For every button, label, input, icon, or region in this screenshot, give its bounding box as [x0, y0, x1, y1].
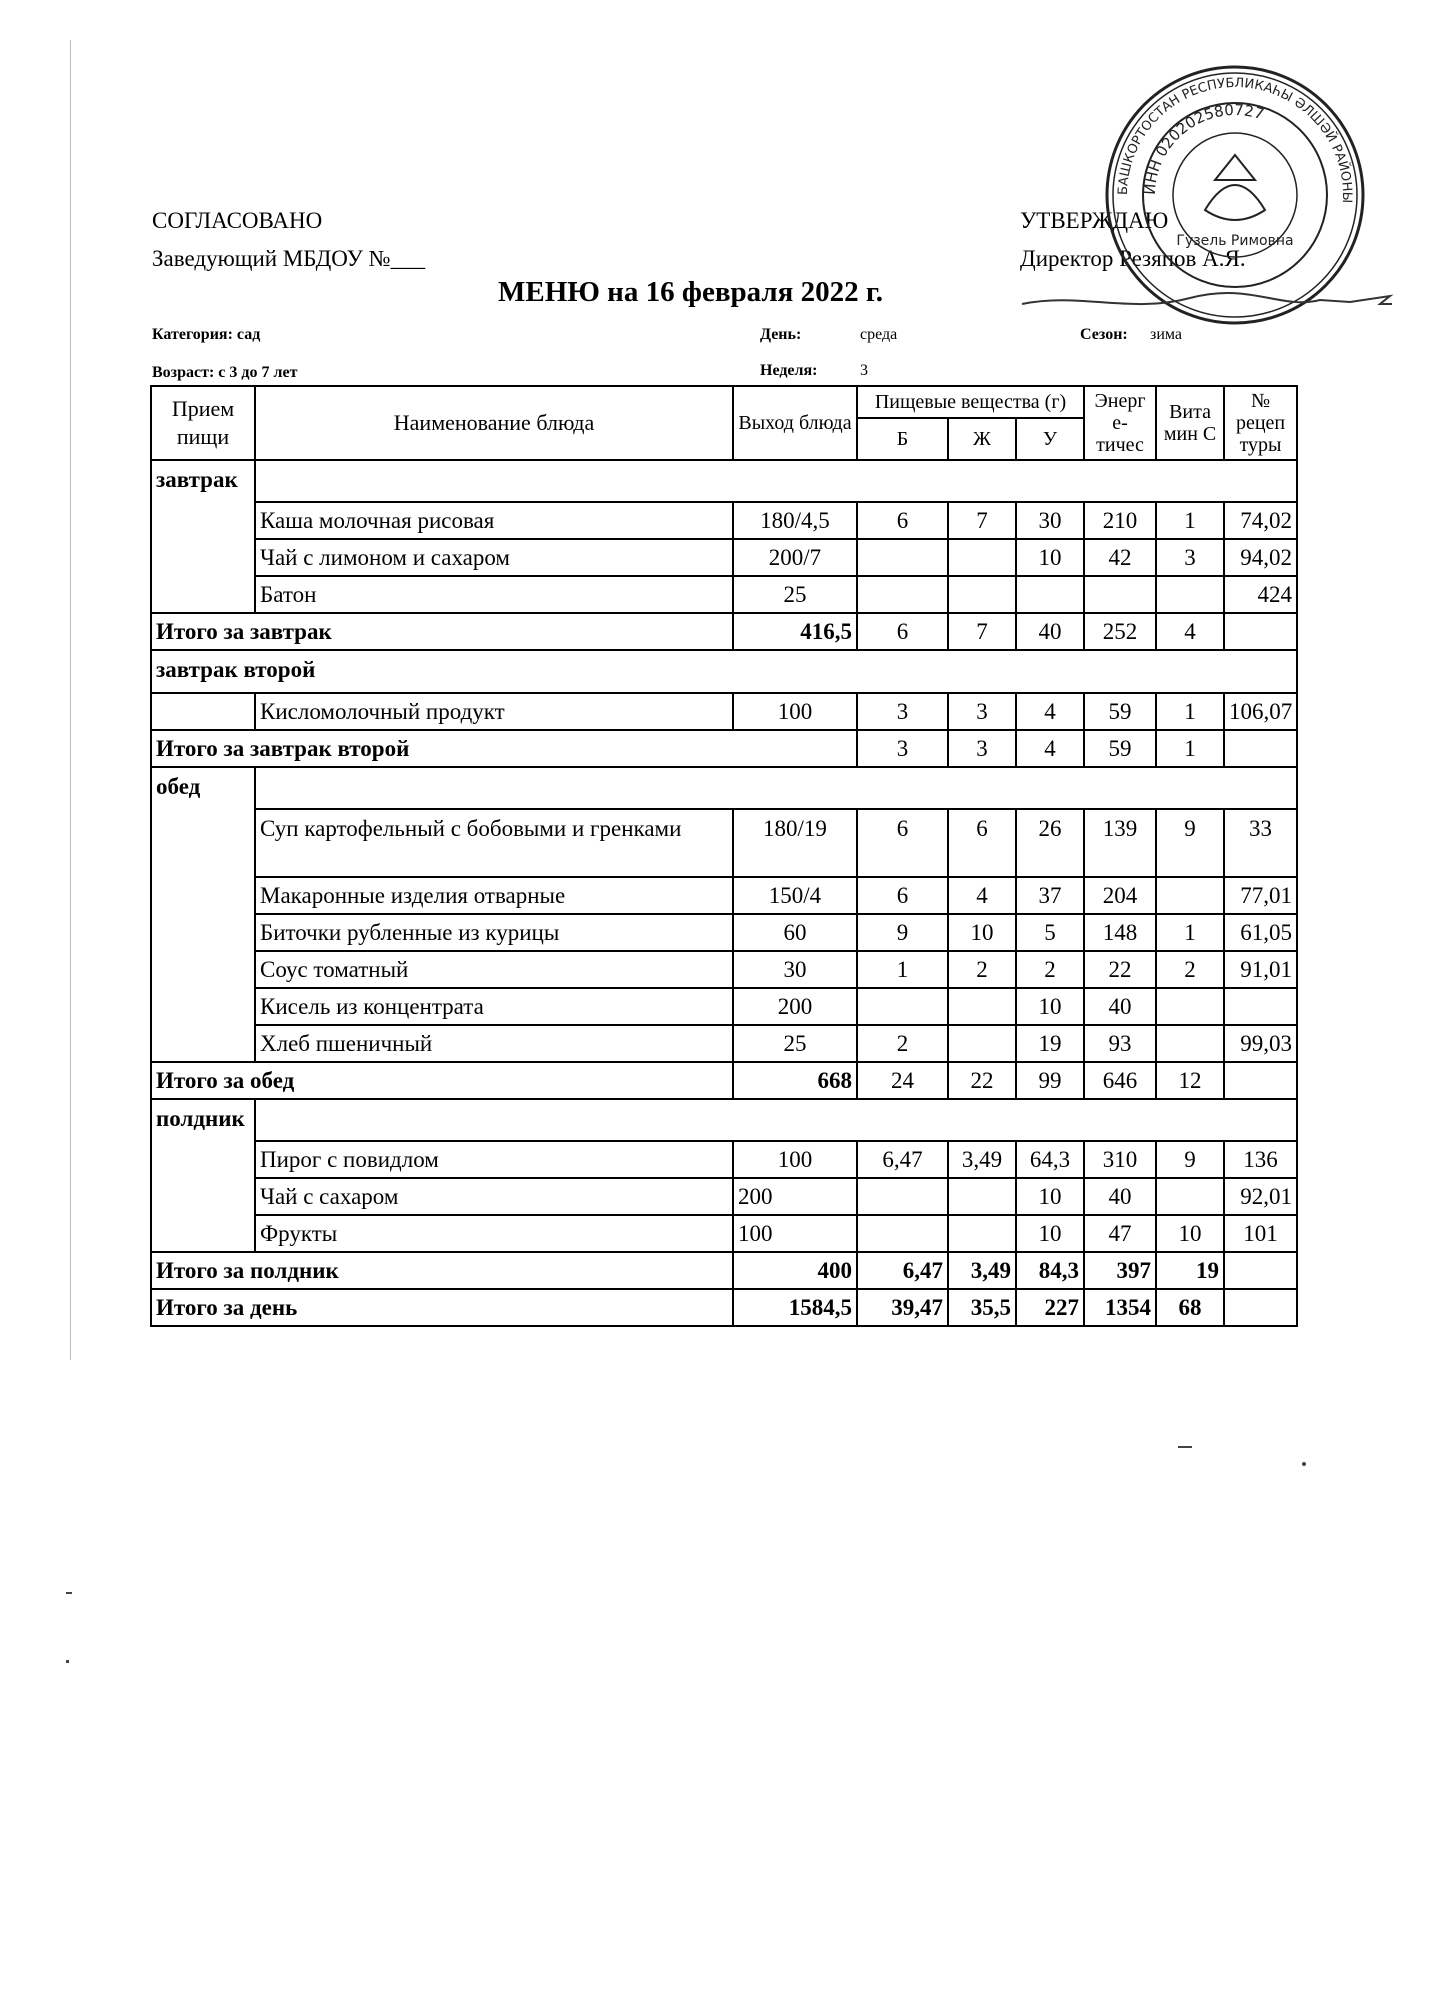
dish-name: Соус томатный [255, 951, 733, 988]
dish-protein [857, 539, 948, 576]
category-label: Категория: сад [152, 326, 261, 343]
table-row [151, 1178, 1297, 1215]
dish-vitamin [1156, 877, 1224, 914]
dish-vitamin: 9 [1156, 809, 1224, 877]
total-row-lunch [151, 1062, 1297, 1099]
dish-vitamin: 1 [1156, 502, 1224, 539]
director-signature [1020, 284, 1400, 324]
total-protein: 6 [857, 613, 948, 650]
section-spacer [255, 1099, 1297, 1141]
dish-vitamin [1156, 988, 1224, 1025]
confirm-by: Директор Резяпов А.Я. [1020, 246, 1246, 271]
dish-protein [857, 988, 948, 1025]
dish-protein [857, 576, 948, 613]
dish-recipe: 61,05 [1224, 914, 1297, 951]
dish-energy: 40 [1084, 1178, 1156, 1215]
page-title: МЕНЮ на 16 февраля 2022 г. [498, 276, 883, 308]
dish-energy: 93 [1084, 1025, 1156, 1062]
dish-yield: 200 [733, 1178, 857, 1215]
dish-vitamin: 3 [1156, 539, 1224, 576]
total-row-snack [151, 1252, 1297, 1289]
total-yield: 668 [733, 1062, 857, 1099]
dish-recipe [1224, 988, 1297, 1025]
dish-name: Биточки рубленные из курицы [255, 914, 733, 951]
dish-protein: 2 [857, 1025, 948, 1062]
dish-name: Суп картофельный с бобовыми и гренками [255, 809, 733, 877]
total-vitamin: 12 [1156, 1062, 1224, 1099]
dish-yield: 180/4,5 [733, 502, 857, 539]
dish-recipe: 74,02 [1224, 502, 1297, 539]
dish-yield: 200/7 [733, 539, 857, 576]
total-label: Итого за обед [151, 1062, 733, 1099]
dish-protein: 6,47 [857, 1141, 948, 1178]
section-spacer [255, 460, 1297, 502]
scan-speck [1178, 1446, 1192, 1448]
dish-yield: 180/19 [733, 809, 857, 877]
dish-fat [948, 1025, 1016, 1062]
margin-line [70, 40, 71, 1360]
dish-vitamin: 10 [1156, 1215, 1224, 1252]
menu-table [150, 385, 1298, 1327]
dish-yield: 25 [733, 576, 857, 613]
week-label: Неделя: [760, 362, 818, 379]
total-fat: 3,49 [948, 1252, 1016, 1289]
table-row [151, 1215, 1297, 1252]
total-yield: 400 [733, 1252, 857, 1289]
dish-energy: 42 [1084, 539, 1156, 576]
dish-fat: 6 [948, 809, 1016, 877]
day-total-label: Итого за день [151, 1289, 733, 1326]
total-protein: 24 [857, 1062, 948, 1099]
total-yield: 416,5 [733, 613, 857, 650]
day-label: День: [760, 326, 802, 343]
dish-energy: 59 [1084, 693, 1156, 730]
dish-fat [948, 1215, 1016, 1252]
dish-yield: 25 [733, 1025, 857, 1062]
col-protein-header: Б [857, 418, 948, 460]
meal-name-snack: полдник [151, 1099, 255, 1141]
dish-name: Фрукты [255, 1215, 733, 1252]
total-carbs: 99 [1016, 1062, 1084, 1099]
section-row-snack [151, 1099, 1297, 1141]
dish-yield: 60 [733, 914, 857, 951]
dish-energy: 40 [1084, 988, 1156, 1025]
day-total-yield: 1584,5 [733, 1289, 857, 1326]
table-row [151, 877, 1297, 914]
dish-carbs: 26 [1016, 809, 1084, 877]
season-label: Сезон: [1080, 326, 1128, 343]
total-label: Итого за завтрак [151, 613, 733, 650]
dish-yield: 30 [733, 951, 857, 988]
col-dish-header: Наименование блюда [255, 386, 733, 460]
table-row [151, 1141, 1297, 1178]
dish-name: Кисломолочный продукт [255, 693, 733, 730]
table-row [151, 693, 1297, 730]
dish-yield: 100 [733, 1215, 857, 1252]
total-vitamin: 1 [1156, 730, 1224, 767]
dish-recipe: 94,02 [1224, 539, 1297, 576]
dish-vitamin: 9 [1156, 1141, 1224, 1178]
dish-fat: 2 [948, 951, 1016, 988]
total-fat: 22 [948, 1062, 1016, 1099]
dish-recipe: 99,03 [1224, 1025, 1297, 1062]
seal-name-text: Гузель Римовна [1176, 233, 1294, 249]
dish-energy: 310 [1084, 1141, 1156, 1178]
dish-carbs: 30 [1016, 502, 1084, 539]
dish-carbs: 10 [1016, 539, 1084, 576]
dish-protein: 1 [857, 951, 948, 988]
total-carbs: 4 [1016, 730, 1084, 767]
total-label: Итого за завтрак второй [151, 730, 857, 767]
approved-label: СОГЛАСОВАНО [152, 208, 323, 233]
section-spacer [255, 767, 1297, 809]
total-energy: 397 [1084, 1252, 1156, 1289]
total-row-day [151, 1289, 1297, 1326]
dish-energy: 210 [1084, 502, 1156, 539]
dish-recipe: 77,01 [1224, 877, 1297, 914]
total-vitamin: 4 [1156, 613, 1224, 650]
section-row-breakfast [151, 460, 1297, 502]
dish-vitamin [1156, 576, 1224, 613]
dish-carbs: 10 [1016, 1178, 1084, 1215]
table-row [151, 951, 1297, 988]
total-row-breakfast [151, 613, 1297, 650]
dish-protein: 3 [857, 693, 948, 730]
section-row-lunch [151, 767, 1297, 809]
dish-vitamin [1156, 1178, 1224, 1215]
dish-protein [857, 1178, 948, 1215]
day-total-fat: 35,5 [948, 1289, 1016, 1326]
scan-speck [1302, 1462, 1306, 1466]
col-recipe-header: № рецеп туры [1224, 386, 1297, 460]
season-value: зима [1150, 326, 1182, 343]
dish-recipe: 106,07 [1224, 693, 1297, 730]
day-total-vitamin: 68 [1156, 1289, 1224, 1326]
col-energy-header: Энерг е- тичес [1084, 386, 1156, 460]
dish-fat: 3,49 [948, 1141, 1016, 1178]
week-value: 3 [860, 362, 868, 379]
dish-fat [948, 539, 1016, 576]
dish-vitamin: 1 [1156, 693, 1224, 730]
dish-energy [1084, 576, 1156, 613]
dish-name: Хлеб пшеничный [255, 1025, 733, 1062]
dish-carbs: 2 [1016, 951, 1084, 988]
table-row [151, 809, 1297, 877]
confirm-label: УТВЕРЖДАЮ [1020, 208, 1169, 233]
table-row [151, 914, 1297, 951]
dish-yield: 100 [733, 693, 857, 730]
dish-name: Батон [255, 576, 733, 613]
dish-recipe: 101 [1224, 1215, 1297, 1252]
dish-energy: 139 [1084, 809, 1156, 877]
seal-outer-text: БАШКОРТОСТАН РЕСПУБЛИКАҺЫ ӘЛШӘЙ РАЙОНЫ [1115, 75, 1355, 204]
col-vitamin-header: Вита мин С [1156, 386, 1224, 460]
dish-fat [948, 1178, 1016, 1215]
total-protein: 3 [857, 730, 948, 767]
dish-vitamin: 2 [1156, 951, 1224, 988]
day-value: среда [860, 326, 898, 343]
dish-energy: 148 [1084, 914, 1156, 951]
table-row [151, 539, 1297, 576]
dish-vitamin [1156, 1025, 1224, 1062]
scan-speck [66, 1592, 72, 1594]
header-row-1 [151, 386, 1297, 418]
dish-recipe: 91,01 [1224, 951, 1297, 988]
dish-protein: 9 [857, 914, 948, 951]
dish-yield: 100 [733, 1141, 857, 1178]
dish-fat: 3 [948, 693, 1016, 730]
dish-carbs [1016, 576, 1084, 613]
table-row [151, 576, 1297, 613]
total-energy: 252 [1084, 613, 1156, 650]
dish-carbs: 19 [1016, 1025, 1084, 1062]
dish-name: Чай с сахаром [255, 1178, 733, 1215]
approved-by: Заведующий МБДОУ №___ [152, 246, 426, 271]
table-row [151, 988, 1297, 1025]
dish-energy: 204 [1084, 877, 1156, 914]
col-carbs-header: У [1016, 418, 1084, 460]
day-total-protein: 39,47 [857, 1289, 948, 1326]
total-carbs: 84,3 [1016, 1252, 1084, 1289]
col-fat-header: Ж [948, 418, 1016, 460]
dish-name: Кисель из концентрата [255, 988, 733, 1025]
seal-inn-text: ИНН 020202580727 [1140, 100, 1267, 196]
total-row-breakfast2 [151, 730, 1297, 767]
dish-fat: 4 [948, 877, 1016, 914]
table-row [151, 1025, 1297, 1062]
meal-name-lunch: обед [151, 767, 255, 809]
meal-name-breakfast2: завтрак второй [151, 650, 1297, 693]
dish-carbs: 37 [1016, 877, 1084, 914]
col-yield-header: Выход блюда [733, 386, 857, 460]
total-fat: 3 [948, 730, 1016, 767]
table-row [151, 502, 1297, 539]
dish-carbs: 10 [1016, 1215, 1084, 1252]
dish-protein [857, 1215, 948, 1252]
day-total-carbs: 227 [1016, 1289, 1084, 1326]
dish-energy: 47 [1084, 1215, 1156, 1252]
col-nutrients-header: Пищевые вещества (г) [857, 386, 1084, 418]
total-energy: 646 [1084, 1062, 1156, 1099]
dish-recipe: 33 [1224, 809, 1297, 877]
dish-fat [948, 988, 1016, 1025]
section-row-breakfast2 [151, 650, 1297, 693]
dish-carbs: 5 [1016, 914, 1084, 951]
dish-protein: 6 [857, 877, 948, 914]
dish-protein: 6 [857, 809, 948, 877]
dish-name: Макаронные изделия отварные [255, 877, 733, 914]
dish-fat [948, 576, 1016, 613]
dish-carbs: 10 [1016, 988, 1084, 1025]
total-vitamin: 19 [1156, 1252, 1224, 1289]
dish-vitamin: 1 [1156, 914, 1224, 951]
dish-recipe: 424 [1224, 576, 1297, 613]
dish-yield: 200 [733, 988, 857, 1025]
dish-name: Чай с лимоном и сахаром [255, 539, 733, 576]
dish-fat: 7 [948, 502, 1016, 539]
dish-name: Пирог с повидлом [255, 1141, 733, 1178]
dish-carbs: 4 [1016, 693, 1084, 730]
dish-carbs: 64,3 [1016, 1141, 1084, 1178]
dish-yield: 150/4 [733, 877, 857, 914]
dish-fat: 10 [948, 914, 1016, 951]
scan-speck [66, 1660, 69, 1663]
total-fat: 7 [948, 613, 1016, 650]
col-meal-header: Прием пищи [151, 386, 255, 460]
dish-recipe: 92,01 [1224, 1178, 1297, 1215]
dish-protein: 6 [857, 502, 948, 539]
dish-energy: 22 [1084, 951, 1156, 988]
meal-name-breakfast: завтрак [151, 460, 255, 502]
total-protein: 6,47 [857, 1252, 948, 1289]
total-carbs: 40 [1016, 613, 1084, 650]
day-total-energy: 1354 [1084, 1289, 1156, 1326]
age-label: Возраст: с 3 до 7 лет [152, 364, 298, 381]
dish-name: Каша молочная рисовая [255, 502, 733, 539]
dish-recipe: 136 [1224, 1141, 1297, 1178]
total-label: Итого за полдник [151, 1252, 733, 1289]
total-energy: 59 [1084, 730, 1156, 767]
